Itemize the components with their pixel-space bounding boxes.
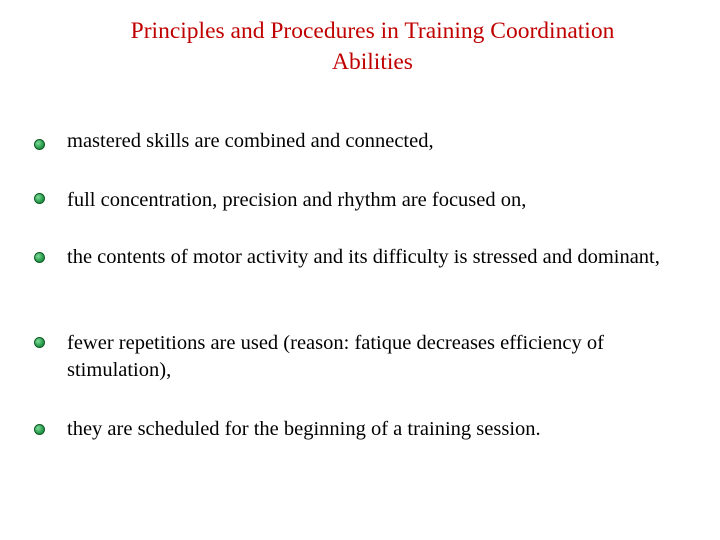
slide-title-line-2: Abilities	[332, 49, 413, 75]
green-bullet-icon	[34, 252, 45, 263]
green-bullet-icon	[34, 193, 45, 204]
bullet-text: full concentration, precision and rhythm are focused on,	[67, 189, 527, 211]
green-bullet-icon	[34, 337, 45, 348]
bullet-text: fewer repetitions are used (reason: fatique decreases efficiency of stimulation),	[67, 332, 604, 381]
bullet-text: they are scheduled for the beginning of a training session.	[67, 418, 541, 440]
green-bullet-icon	[34, 424, 45, 435]
green-bullet-icon	[34, 139, 45, 150]
slide-title-line-1: Principles and Procedures in Training Coordination	[130, 18, 615, 44]
bullet-text: the contents of motor activity and its difficulty is stressed and dominant,	[67, 246, 660, 268]
bullet-text: mastered skills are combined and connected,	[67, 130, 434, 152]
